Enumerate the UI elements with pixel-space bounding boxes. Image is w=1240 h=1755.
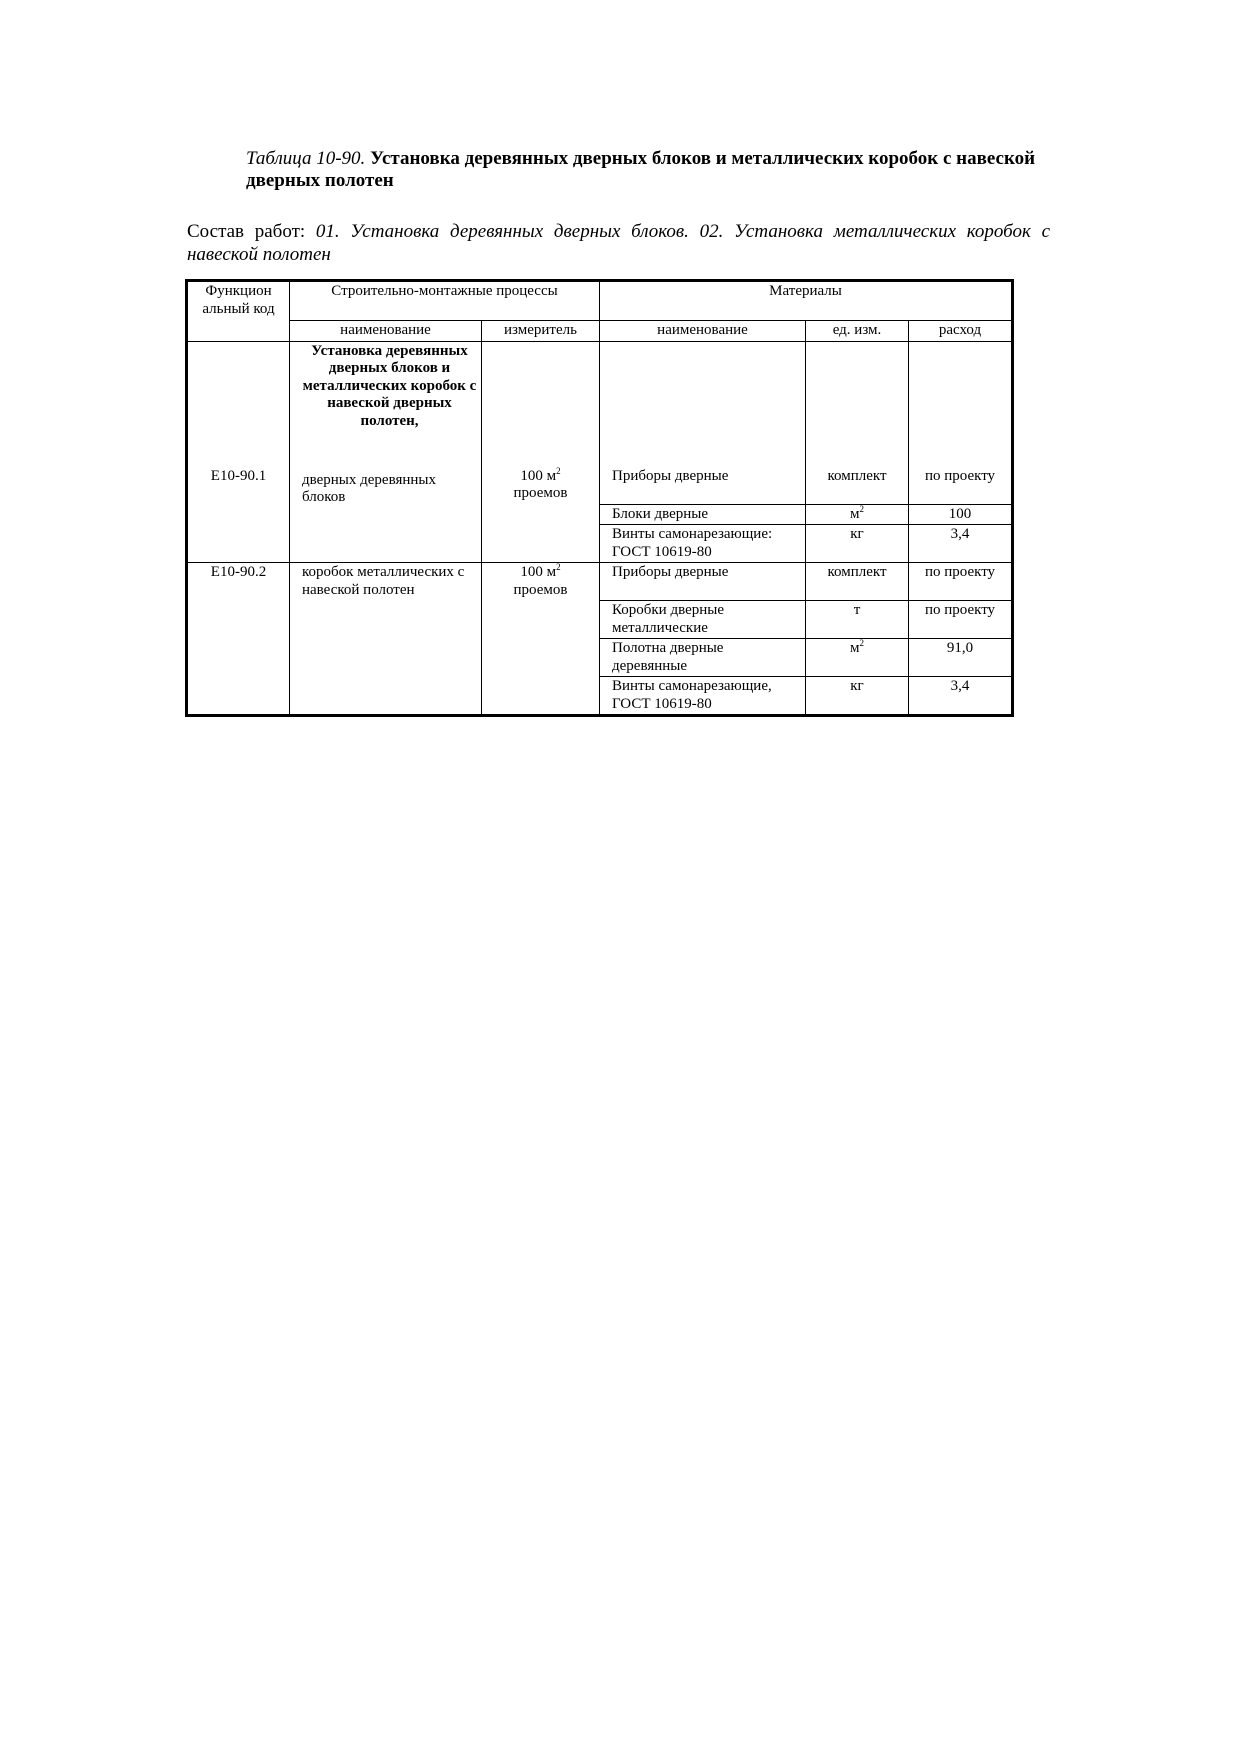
- material-name-cell: [600, 341, 806, 504]
- material-qty-cell: [909, 341, 1013, 504]
- caption-title: Установка деревянных дверных блоков и металлических коробок с навеской дверных полотен: [246, 148, 1036, 191]
- material-unit: м: [850, 505, 860, 522]
- composition-prefix: Состав работ:: [187, 221, 306, 242]
- table-row: [187, 563, 1013, 601]
- material-name: Коробки дверные металлические: [600, 601, 806, 639]
- header-row-top: [187, 281, 1013, 321]
- composition-operations: 01. Установка деревянных дверных блоков. 02. Установка металлических коробок с навеской полотен: [187, 221, 1051, 265]
- row-unit-number: 100 м: [520, 467, 557, 484]
- row-process-cell: [290, 341, 482, 563]
- row-unit-number: 100 м: [520, 564, 557, 580]
- material-unit-cell: [806, 341, 909, 504]
- table-row: [187, 341, 1013, 504]
- group-title: Установка деревянных дверных блоков и металлических коробок с навеской дверных полотен,: [302, 342, 477, 429]
- header-process-unit: измеритель: [482, 321, 600, 342]
- material-qty: 91,0: [909, 639, 1013, 677]
- material-qty: 3,4: [909, 677, 1013, 716]
- material-unit: комплект: [827, 467, 887, 484]
- material-unit-sup: 2: [859, 638, 864, 648]
- material-qty: 3,4: [909, 525, 1013, 563]
- table-caption: [246, 148, 1036, 192]
- material-name: Приборы дверные: [612, 467, 729, 484]
- material-name: Приборы дверные: [600, 563, 806, 601]
- material-unit: комплект: [806, 563, 909, 601]
- header-row-bottom: [187, 321, 1013, 342]
- material-unit: т: [806, 601, 909, 639]
- row-process: коробок металлических с навеской полотен: [290, 563, 482, 716]
- header-material-unit: ед. изм.: [806, 321, 909, 342]
- material-unit-cell: [806, 639, 909, 677]
- material-name: Полотна дверные деревянные: [600, 639, 806, 677]
- row-unit-cell: [482, 341, 600, 563]
- row-unit-cell: [482, 563, 600, 716]
- row-unit-word: проемов: [513, 581, 568, 598]
- material-unit-sup: 2: [859, 503, 864, 514]
- row-code-cell: [187, 341, 290, 563]
- header-materials: Материалы: [600, 281, 1013, 321]
- header-material-name: наименование: [600, 321, 806, 342]
- row-code: Е10-90.1: [210, 467, 267, 484]
- work-composition: [187, 220, 1050, 266]
- material-qty: по проекту: [909, 563, 1013, 601]
- caption-label: Таблица 10-90.: [246, 148, 366, 169]
- material-unit-cell: [806, 504, 909, 525]
- row-unit-word: проемов: [513, 485, 568, 501]
- norms-table: [185, 279, 1014, 717]
- header-code: Функцион альный код: [187, 281, 290, 342]
- material-qty: по проекту: [909, 601, 1013, 639]
- material-qty: по проекту: [924, 467, 996, 484]
- row-unit-sup: 2: [556, 465, 561, 476]
- material-unit: кг: [806, 525, 909, 563]
- header-material-qty: расход: [909, 321, 1013, 342]
- row-process: дверных деревянных блоков: [302, 471, 437, 505]
- material-name: Винты самонарезающие, ГОСТ 10619-80: [600, 677, 806, 716]
- row-unit-sup: 2: [556, 562, 561, 572]
- material-unit: кг: [806, 677, 909, 716]
- material-name: Блоки дверные: [600, 504, 806, 525]
- row-code: Е10-90.2: [187, 563, 290, 716]
- material-name: Винты самонарезающие: ГОСТ 10619-80: [600, 525, 806, 563]
- material-qty: 100: [909, 504, 1013, 525]
- material-unit: м: [850, 640, 860, 656]
- header-processes: Строительно-монтажные процессы: [290, 281, 600, 321]
- header-process-name: наименование: [290, 321, 482, 342]
